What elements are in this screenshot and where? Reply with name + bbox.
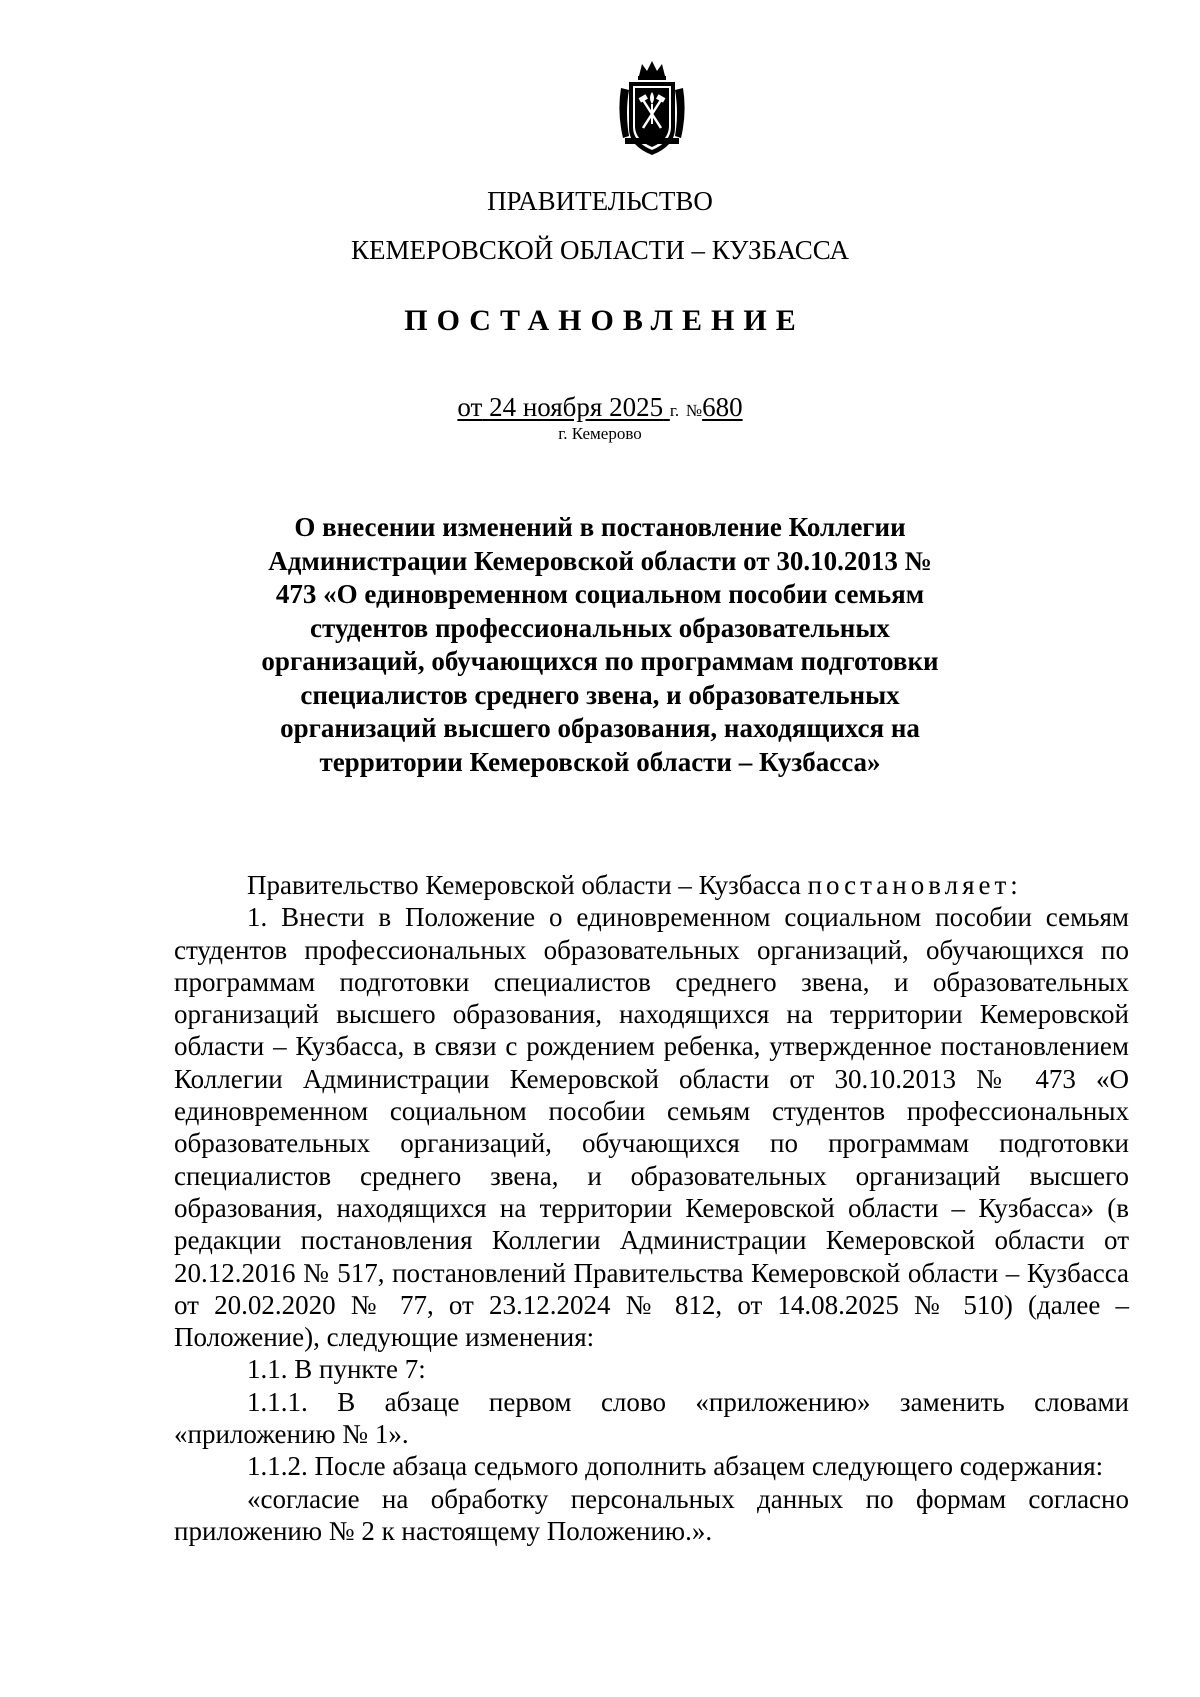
government-name-line1: ПРАВИТЕЛЬСТВО: [487, 186, 713, 216]
coat-of-arms-icon: [615, 58, 689, 158]
number-sign: №: [685, 401, 703, 420]
paragraph-1-1-2: 1.1.2. После абзаца седьмого дополнить абзацем следующего содержания:: [247, 1451, 1104, 1482]
document-title: О внесении изменений в постановление Коллегии Администрации Кемеровской области от 30.10.2013 № 473 «О единовременном социальном пособии семьям студентов профессиональных образовательных организаций, обучающихся по программам подготовки специалистов среднего звена, и образовательных организаций высшего образования, находящихся на территории Кемеровской области – Кузбасса»: [261, 512, 939, 777]
government-name-line2: КЕМЕРОВСКОЙ ОБЛАСТИ – КУЗБАССА: [351, 235, 849, 265]
intro-verb: постановляет:: [807, 870, 1022, 900]
document-body: [174, 869, 1129, 1547]
date-prefix: от: [457, 392, 483, 422]
coat-of-arms: [615, 58, 689, 158]
paragraph-1-1-1: 1.1.1. В абзаце первом слово «приложению» заменить словами «приложению № 1».: [174, 1386, 1129, 1450]
city: г. Кемерово: [558, 424, 642, 443]
paragraph-quote: «согласие на обработку персональных данных по формам согласно приложению № 2 к настоящему Положению.».: [174, 1483, 1129, 1546]
document-type: ПОСТАНОВЛЕНИЕ: [404, 304, 805, 337]
date-value: 24 ноября 2025: [489, 392, 664, 422]
intro-paragraph: [174, 869, 1129, 901]
intro-subject: Правительство Кемеровской области – Кузбасса: [247, 870, 808, 900]
paragraph-1: 1. Внести в Положение о единовременном социальном пособии семьям студентов профессиональных образовательных организаций, обучающихся по программам подготовки специалистов среднего звена, и образовательных организаций высшего образования, находящихся на территории Кемеровской области – Кузбасса, в связи с рождением ребенка, утвержденное постановлением Коллегии Администрации Кемеровской области от 30.10.2013 № 473 «О единовременном социальном пособии семьям студентов профессиональных образовательных организаций, обучающихся по программам подготовки специалистов среднего звена, и образовательных организаций высшего образования, находящихся на территории Кемеровской области – Кузбасса» (в редакции постановления Коллегии Администрации Кемеровской области от 20.12.2016 № 517, постановлений Правительства Кемеровской области – Кузбасса от 20.02.2020 № 77, от 23.12.2024 № 812, от 14.08.2025 № 510) (далее – Положение), следующие изменения:: [174, 902, 1129, 1353]
document-number: 680: [702, 392, 743, 422]
year-suffix: г.: [669, 401, 680, 420]
date-number-line: [0, 392, 1200, 426]
paragraph-1-1: 1.1. В пункте 7:: [247, 1354, 426, 1385]
